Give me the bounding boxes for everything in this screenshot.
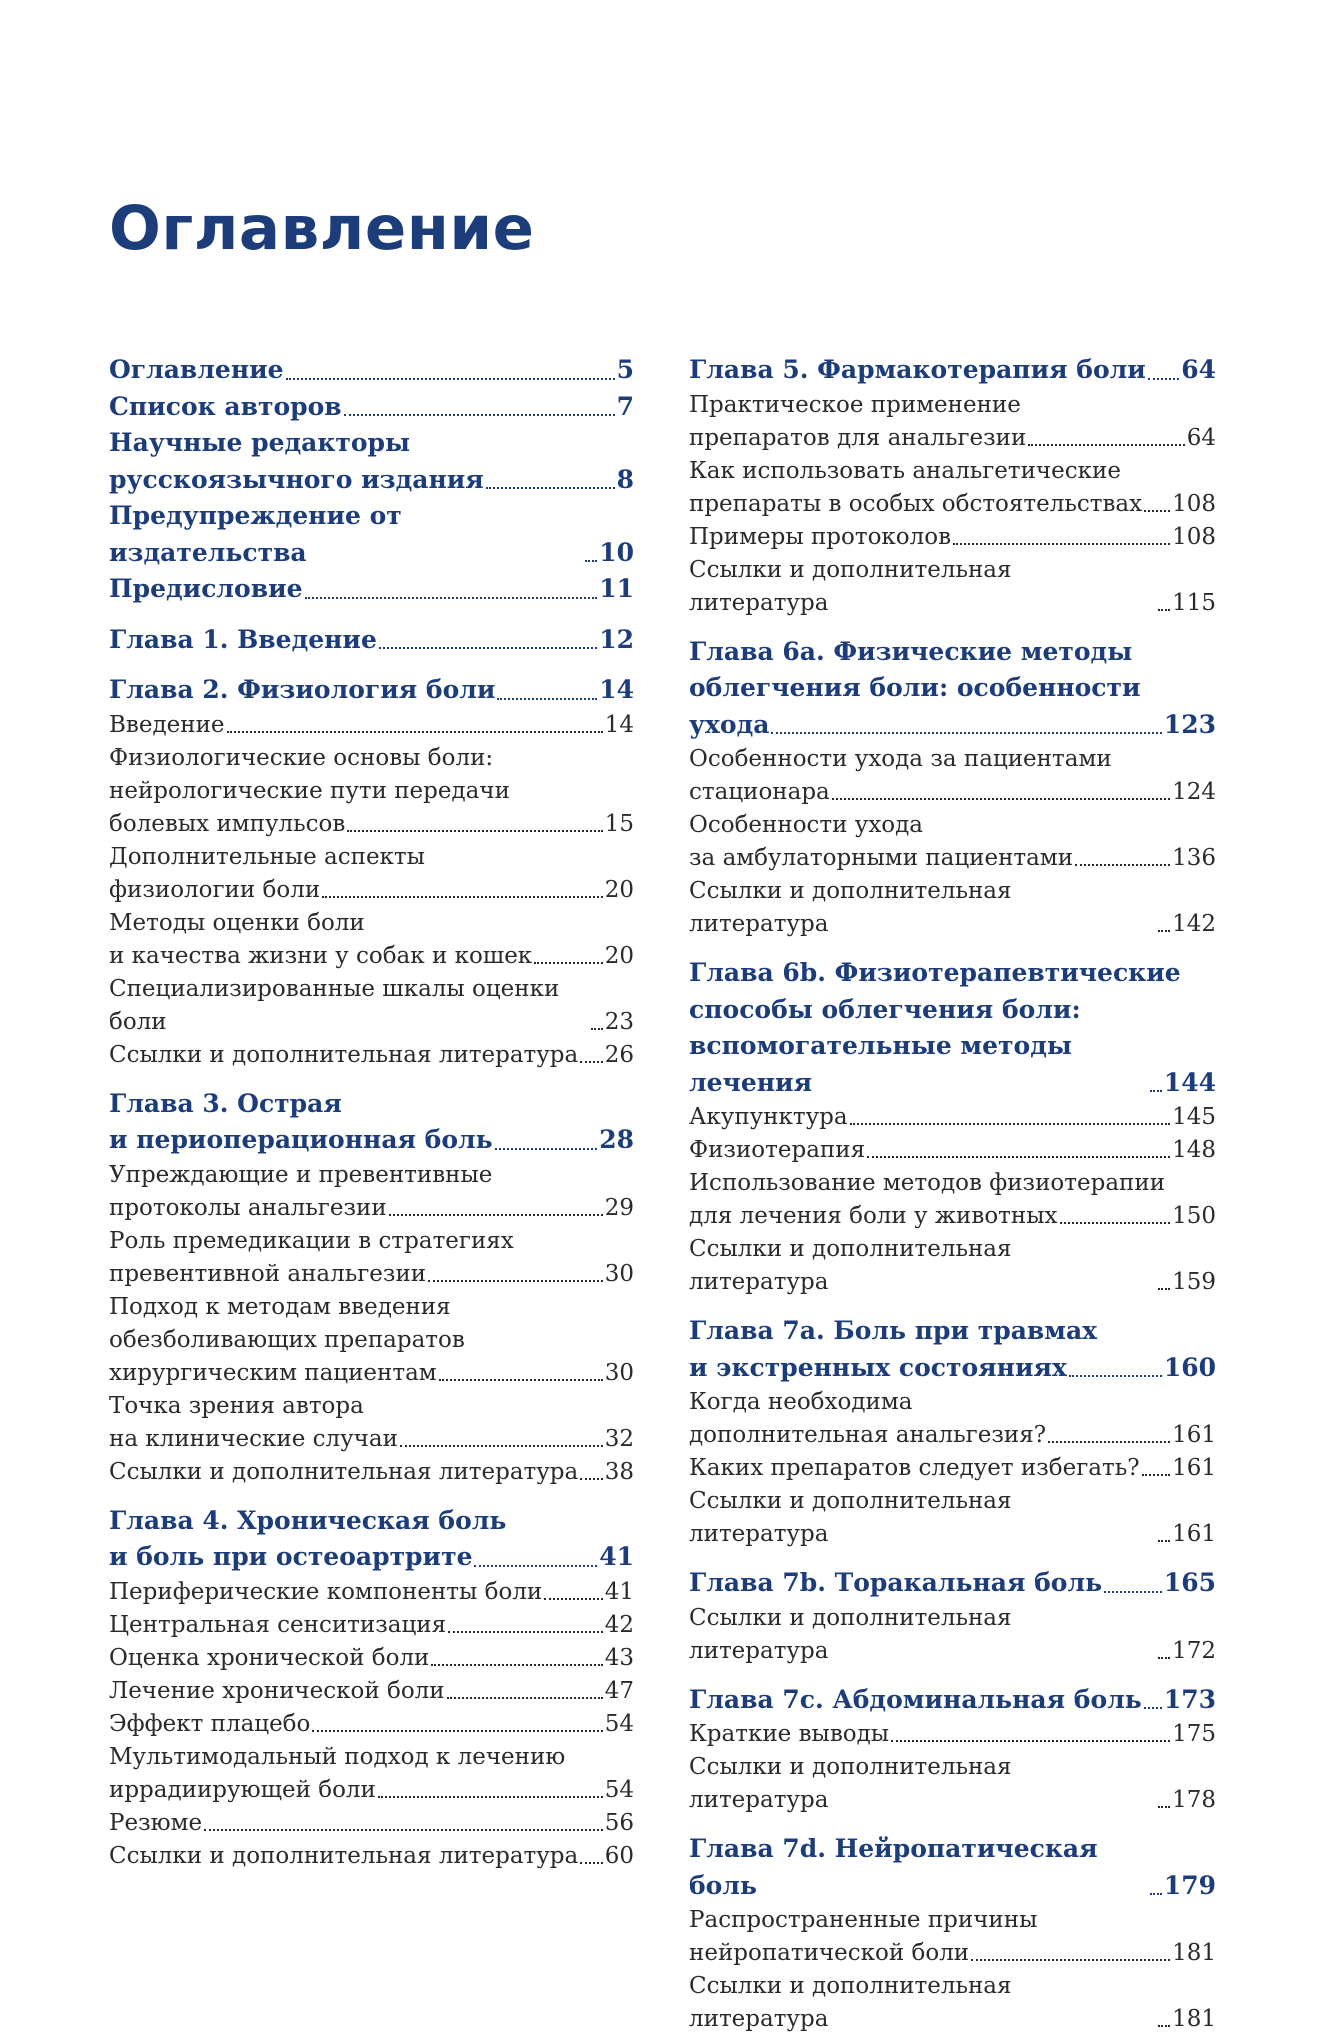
toc-page-number: 14	[604, 711, 634, 738]
dot-leader	[534, 962, 603, 964]
dot-leader	[585, 560, 597, 562]
toc-entry-line[interactable]	[689, 1970, 1216, 2036]
toc-entry-title: русскоязычного издания	[109, 464, 484, 494]
toc-entry-line	[689, 389, 1216, 422]
toc-entry-title: Ссылки и дополнительная литература	[689, 1754, 1012, 1813]
toc-entry-title: Распространенные причины	[689, 1907, 1038, 1933]
toc-entry-title: Особенности ухода	[689, 812, 924, 838]
dot-leader	[227, 731, 603, 733]
dot-leader	[344, 414, 615, 416]
toc-entry-line[interactable]	[109, 1675, 634, 1708]
toc-entry-line[interactable]	[109, 940, 634, 973]
toc-entry-title: и экстренных состояниях	[689, 1352, 1067, 1382]
toc-chapter-line	[689, 670, 1216, 707]
toc-entry-title: Глава 2. Физиология боли	[109, 675, 496, 704]
toc-entry-title: Как использовать анальгетические	[689, 457, 1121, 484]
toc-entry-line	[689, 1904, 1216, 1937]
dot-leader	[1158, 609, 1170, 611]
toc-page-number: 26	[604, 1041, 634, 1068]
toc-entry-title: обезболивающих препаратов	[109, 1326, 465, 1353]
toc-entry-title: препаратов для анальгезии	[689, 424, 1027, 451]
toc-entry-title: Практическое применение	[689, 391, 1021, 418]
toc-entry-title: вспомогательные методы лечения	[689, 1031, 1072, 1097]
toc-page-number: 108	[1172, 490, 1216, 517]
toc-page-number: 179	[1163, 1870, 1216, 1900]
toc-page-number: 175	[1172, 1721, 1216, 1747]
toc-chapter-line[interactable]	[689, 1831, 1216, 1904]
toc-entry-title: Глава 7b. Торакальная боль	[689, 1568, 1103, 1597]
dot-leader	[891, 1740, 1170, 1742]
toc-entry-title: нейропатической боли	[689, 1940, 970, 1966]
toc-page-number: 160	[1163, 1352, 1216, 1382]
toc-chapter-line[interactable]	[689, 707, 1216, 744]
toc-entry-title: Физиотерапия	[689, 1137, 866, 1163]
dot-leader	[1158, 1657, 1170, 1659]
toc-page-number: 30	[604, 1359, 634, 1386]
toc-page-number: 161	[1172, 1455, 1216, 1481]
toc-entry-line[interactable]	[689, 1419, 1216, 1452]
toc-main-line[interactable]	[109, 571, 634, 608]
toc-entry-title: дополнительная анальгезия?	[689, 1422, 1047, 1448]
toc-entry-title: способы облегчения боли:	[689, 994, 1081, 1024]
dot-leader	[495, 1148, 598, 1150]
toc-entry-title: Периферические компоненты боли	[109, 1578, 543, 1605]
toc-entry-title: Глава 6a. Физические методы	[689, 636, 1133, 666]
toc-column-left	[109, 352, 634, 1873]
toc-entry-line[interactable]	[689, 1718, 1216, 1751]
toc-entry-line[interactable]	[109, 1840, 634, 1873]
dot-leader	[1158, 1806, 1170, 1808]
toc-page-number: 165	[1163, 1568, 1216, 1597]
toc-chapter-line	[689, 1313, 1216, 1350]
dot-leader	[1144, 1707, 1162, 1709]
toc-entry-title: Глава 7c. Абдоминальная боль	[689, 1684, 1142, 1714]
toc-entry-title: Ссылки и дополнительная литература	[689, 1973, 1012, 2032]
toc-entry-title: Ссылки и дополнительная литература	[109, 1041, 579, 1068]
dot-leader	[1144, 510, 1170, 512]
dot-leader	[591, 1028, 603, 1030]
toc-page-number: 148	[1172, 1137, 1216, 1163]
toc-entry-line	[689, 455, 1216, 488]
toc-entry-line[interactable]	[689, 1485, 1216, 1551]
dot-leader	[286, 378, 615, 380]
toc-page-number: 20	[604, 876, 634, 903]
toc-entry-title: нейрологические пути передачи	[109, 777, 510, 804]
toc-entry-line	[109, 1291, 634, 1324]
toc-entry-line[interactable]	[109, 1357, 634, 1390]
toc-entry-line[interactable]	[109, 1258, 634, 1291]
toc-entry-line	[109, 742, 634, 775]
toc-entry-title: Упреждающие и превентивные	[109, 1161, 493, 1188]
toc-entry-title: для лечения боли у животных	[689, 1203, 1058, 1229]
toc-entry-title: протоколы анальгезии	[109, 1194, 387, 1221]
toc-entry-title: Оглавление	[109, 355, 284, 384]
toc-page-number: 47	[604, 1677, 634, 1704]
toc-entry-title: Каких препаратов следует избегать?	[689, 1455, 1140, 1481]
toc-entry-line[interactable]	[689, 875, 1216, 941]
dot-leader	[1142, 1474, 1171, 1476]
toc-entry-line[interactable]	[109, 709, 634, 742]
toc-entry-line[interactable]	[689, 776, 1216, 809]
dot-leader	[400, 1445, 603, 1447]
toc-entry-line[interactable]	[689, 1602, 1216, 1668]
dot-leader	[771, 732, 1161, 734]
dot-leader	[486, 487, 615, 489]
toc-entry-line[interactable]	[689, 1452, 1216, 1485]
toc-entry-title: Ссылки и дополнительная литература	[689, 878, 1012, 937]
toc-page-number: 64	[1186, 424, 1216, 451]
toc-page-number: 7	[616, 391, 634, 421]
toc-entry-title: Акупунктура	[689, 1104, 848, 1130]
toc-entry-line	[689, 1386, 1216, 1419]
toc-main-line	[109, 425, 634, 462]
dot-leader	[1060, 1222, 1171, 1224]
toc-entry-title: Когда необходима	[689, 1389, 913, 1415]
toc-entry-title: Точка зрения автора	[109, 1392, 364, 1419]
toc-entry-title: Список авторов	[109, 391, 342, 421]
toc-entry-line	[109, 841, 634, 874]
toc-chapter-line[interactable]	[689, 1028, 1216, 1101]
dot-leader	[971, 1959, 1170, 1961]
dot-leader	[1048, 1441, 1170, 1443]
toc-entry-title: на клинические случаи	[109, 1425, 398, 1452]
toc-chapter-line[interactable]	[689, 1682, 1216, 1719]
toc-entry-title: Специализированные шкалы оценки боли	[109, 975, 560, 1035]
dot-leader	[1069, 1375, 1162, 1377]
toc-page-number: 64	[1181, 355, 1216, 384]
toc-page-number: 29	[604, 1194, 634, 1221]
toc-entry-title: хирургическим пациентам	[109, 1359, 437, 1386]
toc-chapter-line[interactable]	[109, 622, 634, 659]
dot-leader	[580, 1862, 602, 1864]
toc-entry-line	[689, 743, 1216, 776]
dot-leader	[204, 1829, 603, 1831]
toc-chapter-line	[109, 1086, 634, 1123]
toc-entry-title: Ссылки и дополнительная литература	[109, 1842, 579, 1869]
toc-entry-title: и боль при остеоартрите	[109, 1542, 473, 1571]
toc-entry-line[interactable]	[689, 1134, 1216, 1167]
toc-entry-title: ухода	[689, 709, 770, 739]
toc-page-number: 144	[1163, 1067, 1216, 1097]
dot-leader	[305, 597, 598, 599]
dot-leader	[439, 1379, 603, 1381]
toc-entry-title: Ссылки и дополнительная литература	[689, 1604, 1012, 1664]
toc-entry-title: Введение	[109, 711, 225, 738]
dot-leader	[378, 1796, 603, 1798]
toc-chapter-line	[109, 1503, 634, 1540]
dot-leader	[1158, 1540, 1170, 1542]
toc-page-number: 56	[604, 1809, 634, 1836]
toc-entry-line[interactable]	[109, 1423, 634, 1456]
toc-entry-title: Физиологические основы боли:	[109, 744, 494, 771]
toc-entry-title: Предисловие	[109, 574, 303, 603]
toc-page-number: 28	[599, 1125, 634, 1154]
toc-entry-title: Ссылки и дополнительная литература	[689, 1488, 1012, 1547]
toc-main-line[interactable]	[109, 389, 634, 426]
dot-leader	[1158, 2025, 1170, 2027]
toc-entry-line[interactable]	[109, 1774, 634, 1807]
dot-leader	[347, 830, 602, 832]
toc-entry-title: Глава 5. Фармакотерапия боли	[689, 355, 1146, 384]
page-title: Оглавление	[109, 193, 535, 264]
toc-chapter-line	[689, 955, 1216, 992]
dot-leader	[389, 1214, 603, 1216]
toc-entry-line	[109, 1225, 634, 1258]
toc-entry-line[interactable]	[109, 973, 634, 1039]
toc-entry-line	[109, 1324, 634, 1357]
dot-leader	[447, 1697, 603, 1699]
toc-entry-line[interactable]	[109, 1456, 634, 1489]
dot-leader	[1158, 930, 1170, 932]
toc-entry-line[interactable]	[689, 1937, 1216, 1970]
toc-entry-title: Глава 1. Введение	[109, 624, 377, 654]
toc-page-number: 181	[1172, 2006, 1216, 2032]
toc-entry-line	[689, 1167, 1216, 1200]
toc-main-line[interactable]	[109, 498, 634, 571]
dot-leader	[312, 1730, 602, 1732]
toc-entry-line[interactable]	[109, 808, 634, 841]
toc-page-number: 38	[604, 1458, 634, 1485]
toc-entry-title: стационара	[689, 779, 830, 805]
toc-page-number: 124	[1172, 779, 1216, 805]
toc-page-number: 8	[616, 464, 634, 494]
toc-entry-title: Использование методов физиотерапии	[689, 1170, 1166, 1196]
dot-leader	[431, 1664, 602, 1666]
toc-chapter-line[interactable]	[109, 1539, 634, 1576]
toc-entry-line[interactable]	[689, 488, 1216, 521]
toc-entry-line[interactable]	[109, 1807, 634, 1840]
toc-entry-title: Эффект плацебо	[109, 1710, 311, 1737]
dot-leader	[497, 698, 597, 700]
dot-leader	[1158, 1288, 1170, 1290]
toc-page-number: 14	[599, 675, 634, 704]
toc-entry-title: Глава 7a. Боль при травмах	[689, 1316, 1098, 1345]
toc-entry-line[interactable]	[689, 1751, 1216, 1817]
dot-leader	[1104, 1591, 1162, 1593]
toc-chapter-line[interactable]	[109, 1122, 634, 1159]
toc-entry-title: Ссылки и дополнительная литература	[109, 1458, 579, 1485]
toc-page-number: 142	[1172, 911, 1216, 937]
toc-main-line[interactable]	[109, 352, 634, 389]
toc-entry-line[interactable]	[109, 1039, 634, 1072]
toc-page-number: 54	[604, 1776, 634, 1803]
toc-entry-title: Глава 4. Хроническая боль	[109, 1505, 507, 1535]
toc-page-number: 123	[1163, 709, 1216, 739]
toc-entry-title: Резюме	[109, 1809, 203, 1836]
toc-entry-line	[109, 775, 634, 808]
toc-page-number: 178	[1172, 1787, 1216, 1813]
toc-page-number: 32	[604, 1425, 634, 1452]
toc-entry-title: Мультимодальный подход к лечению	[109, 1743, 566, 1770]
dot-leader	[474, 1565, 597, 1567]
toc-page-number: 150	[1172, 1203, 1216, 1229]
toc-page-number: 145	[1172, 1104, 1216, 1130]
dot-leader	[1148, 378, 1179, 380]
toc-chapter-line[interactable]	[689, 1350, 1216, 1387]
toc-entry-title: болевых импульсов	[109, 810, 346, 837]
toc-entry-line[interactable]	[689, 1200, 1216, 1233]
toc-entry-line	[109, 1390, 634, 1423]
toc-column-right	[689, 352, 1216, 2036]
toc-chapter-line	[689, 634, 1216, 671]
toc-entry-line[interactable]	[109, 1609, 634, 1642]
toc-entry-title: Лечение хронической боли	[109, 1677, 445, 1704]
toc-page-number: 181	[1172, 1940, 1216, 1966]
toc-entry-title: превентивной анальгезии	[109, 1260, 427, 1287]
toc-entry-title: Методы оценки боли	[109, 909, 365, 936]
toc-entry-title: и качества жизни у собак и кошек	[109, 942, 533, 969]
toc-page-number: 5	[616, 355, 634, 384]
toc-entry-title: Примеры протоколов	[689, 523, 952, 550]
toc-entry-line[interactable]	[689, 842, 1216, 875]
toc-chapter-line[interactable]	[109, 672, 634, 709]
toc-page-number: 11	[599, 574, 634, 603]
toc-page-number: 30	[604, 1260, 634, 1287]
toc-page-number: 159	[1172, 1269, 1216, 1295]
toc-entry-line[interactable]	[109, 1576, 634, 1609]
toc-entry-title: облегчения боли: особенности	[689, 673, 1141, 702]
toc-entry-title: физиологии боли	[109, 876, 321, 903]
toc-entry-line[interactable]	[689, 521, 1216, 554]
toc-entry-title: Глава 6b. Физиотерапевтические	[689, 958, 1181, 987]
toc-entry-line	[109, 1159, 634, 1192]
toc-entry-title: Глава 7d. Нейропатическая боль	[689, 1834, 1098, 1900]
dot-leader	[850, 1123, 1171, 1125]
dot-leader	[953, 543, 1170, 545]
toc-entry-title: Дополнительные аспекты	[109, 843, 425, 870]
toc-entry-line[interactable]	[689, 1233, 1216, 1299]
toc-entry-title: Особенности ухода за пациентами	[689, 746, 1112, 772]
toc-page-number: 172	[1172, 1637, 1216, 1664]
toc-entry-title: и периоперационная боль	[109, 1125, 493, 1154]
toc-page-number: 108	[1172, 523, 1216, 550]
dot-leader	[580, 1061, 602, 1063]
toc-entry-title: Ссылки и дополнительная литература	[689, 1236, 1012, 1295]
dot-leader	[1075, 864, 1170, 866]
toc-entry-line[interactable]	[109, 1642, 634, 1675]
toc-page-number: 12	[599, 624, 634, 654]
toc-entry-line[interactable]	[689, 422, 1216, 455]
toc-entry-line	[689, 809, 1216, 842]
toc-page-number: 43	[604, 1644, 634, 1671]
toc-page-number: 136	[1172, 845, 1216, 871]
dot-leader	[1150, 1893, 1162, 1895]
toc-page-number: 161	[1172, 1521, 1216, 1547]
dot-leader	[428, 1280, 603, 1282]
toc-page-number: 60	[604, 1842, 634, 1869]
toc-page-number: 41	[599, 1542, 634, 1571]
toc-entry-title: Подход к методам введения	[109, 1293, 451, 1320]
toc-entry-line[interactable]	[109, 1708, 634, 1741]
toc-chapter-line[interactable]	[689, 352, 1216, 389]
toc-entry-title: Роль премедикации в стратегиях	[109, 1227, 514, 1254]
toc-page-number: 10	[599, 537, 634, 567]
toc-chapter-line[interactable]	[689, 1565, 1216, 1602]
toc-chapter-line	[689, 992, 1216, 1029]
toc-entry-title: Центральная сенситизация	[109, 1611, 447, 1638]
dot-leader	[1150, 1090, 1162, 1092]
toc-page-number: 23	[604, 1008, 634, 1035]
dot-leader	[580, 1478, 602, 1480]
dot-leader	[867, 1156, 1170, 1158]
toc-page-number: 54	[604, 1710, 634, 1737]
toc-page-number: 15	[604, 810, 634, 837]
toc-entry-line[interactable]	[109, 1192, 634, 1225]
toc-entry-line[interactable]	[689, 1101, 1216, 1134]
toc-entry-title: Оценка хронической боли	[109, 1644, 430, 1671]
dot-leader	[832, 798, 1170, 800]
toc-entry-line	[109, 907, 634, 940]
toc-entry-title: Ссылки и дополнительная литература	[689, 556, 1012, 616]
toc-entry-title: Краткие выводы	[689, 1721, 890, 1747]
dot-leader	[448, 1631, 603, 1633]
toc-main-line[interactable]	[109, 462, 634, 499]
toc-page-number: 161	[1172, 1422, 1216, 1448]
toc-entry-title: Научные редакторы	[109, 428, 411, 457]
toc-page-number: 41	[604, 1578, 634, 1605]
toc-entry-line[interactable]	[109, 874, 634, 907]
toc-entry-line[interactable]	[689, 554, 1216, 620]
toc-page-number: 20	[604, 942, 634, 969]
toc-page-number: 115	[1172, 589, 1216, 616]
toc-entry-title: за амбулаторными пациентами	[689, 845, 1074, 871]
toc-entry-title: Предупреждение от издательства	[109, 501, 402, 567]
toc-entry-title: иррадиирующей боли	[109, 1776, 376, 1803]
toc-page-number: 173	[1163, 1684, 1216, 1714]
dot-leader	[1028, 444, 1184, 446]
toc-entry-line	[109, 1741, 634, 1774]
toc-entry-title: Глава 3. Острая	[109, 1088, 342, 1118]
dot-leader	[379, 647, 597, 649]
dot-leader	[544, 1598, 602, 1600]
dot-leader	[322, 896, 603, 898]
toc-page-number: 42	[604, 1611, 634, 1638]
toc-entry-title: препараты в особых обстоятельствах	[689, 490, 1143, 517]
